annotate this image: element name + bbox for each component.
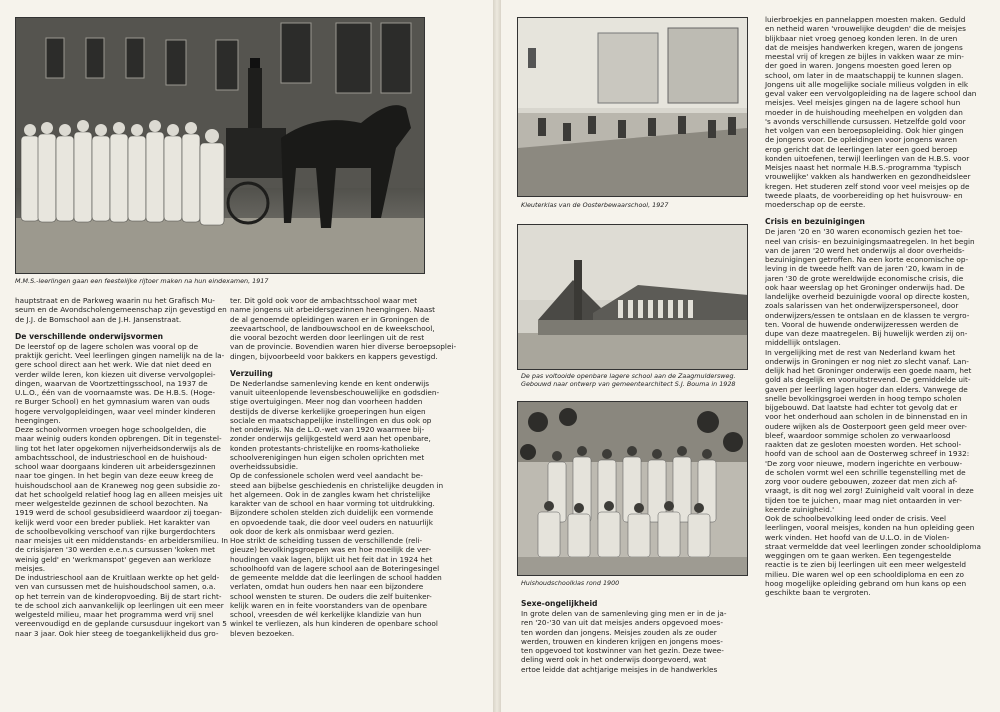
text-line: voor het onderhoud aan scholen in de binnenstad en in bbox=[765, 412, 968, 422]
text-line: naar meisjes uit een middenstands- en arbeidersmilieu. In bbox=[15, 536, 229, 545]
text-line: Op de confessionele scholen werd veel aandacht be- bbox=[230, 471, 423, 481]
text-line: weggingen om te gaan werken. Een tegengestelde bbox=[765, 551, 952, 560]
photo-caption: De pas voltooide openbare lagere school aan de Zaagmuldersweg. bbox=[521, 372, 736, 380]
text-line: der goed in waren. Jongens moesten goed leren op bbox=[765, 61, 952, 71]
text-line: verlaten, omdat hun ouders hen naar een bijzondere bbox=[230, 582, 424, 592]
text-line: delijk had het Groninger onderwijs een goede naam, het bbox=[765, 366, 972, 375]
photo-carriage-students bbox=[15, 17, 425, 274]
text-line: hauptstraat en de Parkweg waarin nu het Grafisch Mu- bbox=[15, 296, 215, 305]
right-page bbox=[501, 0, 1000, 712]
text-line: de schoolbevolking verschoof van rijke burgerdochters bbox=[15, 526, 216, 536]
text-line: ertoe leidde dat achtjarige meisjes in de handwerkles bbox=[521, 664, 718, 674]
text-line: konden protestants-christelijke en rooms-katholieke bbox=[230, 443, 420, 453]
text-line: dupe van deze maatregelen. Bij huwelijk werden zij on- bbox=[765, 329, 968, 338]
text-line: de al genoemde opleidingen waren er in Groningen de bbox=[230, 314, 430, 324]
text-line: konden uitoefenen, terwijl leerlingen van de H.B.S. voor bbox=[765, 153, 970, 163]
text-line: jaren '30 de grote wereldwijde economische crisis, die bbox=[765, 273, 964, 283]
text-column-2 bbox=[230, 296, 457, 638]
text-line: hoofd van de school aan de Oosterweg schreef in 1932: bbox=[765, 449, 970, 459]
text-line: en netheid waren 'vrouwelijke deugden' die de meisjes bbox=[765, 24, 966, 34]
text-line: erop gericht dat de leerlingen later een goed beroep bbox=[765, 144, 958, 154]
text-column-1 bbox=[15, 296, 229, 638]
text-line: zonder onderwijs gelijkgesteld werd aan het openbare, bbox=[230, 434, 431, 444]
text-line: onderwijzers/essen te ontslaan en de klassen te vergro- bbox=[765, 310, 970, 320]
text-line: de scholen vormt wel een schrille tegenstelling met de bbox=[765, 467, 966, 477]
text-line: werden, trouwen en kinderen krijgen en jongens moes- bbox=[521, 636, 723, 646]
page-gutter bbox=[493, 0, 501, 712]
text-line: keerde zuinigheid.' bbox=[765, 504, 835, 514]
text-line: school wensten te sturen. De ouders die zelf buitenker- bbox=[230, 591, 432, 601]
text-line: huishoudschool aan de Kraneweg nog geen subsidie zo- bbox=[15, 480, 221, 490]
text-line: ook haar weerslag op het Groninger onderwijs had. De bbox=[765, 282, 965, 292]
text-line: snelle bevolkingsgroei werden in hoog tempo scholen bbox=[765, 393, 962, 403]
photo-school-building bbox=[517, 224, 748, 370]
text-line: ren '20-'30 van uit dat meisjes anders opgevoed moes- bbox=[521, 618, 723, 628]
text-line: Meisjes naast het normale H.B.S.-programma 'typisch bbox=[765, 163, 962, 172]
text-line: welgesteld milieu, maar het programma werd vrij snel bbox=[15, 610, 214, 619]
photo-kindergarten-class bbox=[517, 17, 748, 197]
text-line: tweede plaats, de voorbereiding op het huisvrouw- en bbox=[765, 190, 963, 200]
section-heading: Sexe-ongelijkheid bbox=[521, 599, 598, 608]
text-line: De leerstof op de lagere scholen was vooral op de bbox=[15, 341, 199, 351]
text-line: bezuinigingen getroffen. Na een korte economische op- bbox=[765, 255, 969, 264]
text-line: te de school zich aanvankelijk op leerlingen uit een meer bbox=[15, 600, 224, 610]
text-line: het volgen van een beroepsopleiding. Ook hier gingen bbox=[765, 126, 964, 135]
text-line: ter. Dit gold ook voor de ambachtsschool waar met bbox=[230, 296, 418, 305]
text-line: straat vermeldde dat veel leerlingen zonder schooldiploma bbox=[765, 541, 981, 551]
text-line: houdingen vaak lagen, blijkt uit het feit dat in 1924 het bbox=[230, 554, 433, 564]
text-line: school, vreesden de wél kerkelijke klandizie van hun bbox=[230, 610, 422, 619]
text-line: Deze schoolvormen vroegen hoge schoolgelden, die bbox=[15, 425, 207, 434]
text-line: vanuit uiteenlopende levensbeschouwelijke en godsdien- bbox=[230, 388, 440, 397]
text-line: steed aan bijbelse geschiedenis en christelijke deugden in bbox=[230, 480, 444, 490]
text-column-4 bbox=[765, 15, 995, 597]
text-line: vraagt, is dit nog wel zorg! Zuinigheid valt vooral in deze bbox=[765, 486, 974, 496]
text-line: De Nederlandse samenleving kende en kent onderwijs bbox=[230, 378, 430, 388]
text-line: leerlingen, vooral meisjes, konden na hun opleiding geen bbox=[765, 523, 975, 533]
text-line: dat de meisjes handwerken kregen, waren de jongens bbox=[765, 42, 963, 52]
text-line: dat het schoolgeld relatief hoog lag en alleen meisjes uit bbox=[15, 489, 223, 499]
text-line: kelijk werd voor een breder publiek. Het karakter van bbox=[15, 517, 211, 527]
text-line: deling werd ook in het onderwijs doorgevoerd, wat bbox=[521, 655, 707, 665]
text-line: vrouwelijke' vakken als handwerken en gezondheidsleer bbox=[765, 172, 971, 182]
text-line: De industrieschool aan de Kruitlaan werkte op het geld- bbox=[15, 573, 220, 582]
left-page bbox=[0, 0, 493, 712]
text-line: ook door de kerk als onmisbaar werd gezien. bbox=[230, 526, 395, 536]
text-line: sociale en maatschappelijke instellingen en dus ook op bbox=[230, 415, 432, 425]
text-line: middellijk ontslagen. bbox=[765, 338, 841, 348]
text-line: vereenvoudigd en de geplande cursusduur ingekort van 5 bbox=[15, 619, 227, 629]
text-line: raakten dat ze gesloten moesten worden. Het school- bbox=[765, 440, 962, 449]
text-line: Hoe strikt de scheiding tussen de verschillende (reli- bbox=[230, 536, 423, 545]
text-line: zeevaartschool, de landbouwschool en de kweekschool, bbox=[230, 323, 435, 333]
section-heading: De verschillende onderwijsvormen bbox=[15, 331, 164, 341]
text-line: gieuze) bevolkingsgroepen was en hoe moeilijk de ver- bbox=[230, 545, 432, 555]
text-line: ling tot het later opgekomen nijverheidsonderwijs als de bbox=[15, 443, 221, 453]
text-line: destijds de diverse kerkelijke groeperingen hun eigen bbox=[230, 406, 426, 416]
text-line: de J.J. de Bomschool aan de J.H. Jansenstraat. bbox=[15, 314, 182, 324]
text-line: school waar doorgaans kinderen uit arbeidersgezinnen bbox=[15, 462, 216, 471]
text-line: op het terrein van de kinderopvoeding. Bij de start richt- bbox=[15, 591, 222, 601]
text-line: die vooral bezocht werden door leerlingen uit de rest bbox=[230, 333, 425, 342]
text-line: In grote delen van de samenleving ging men er in de ja- bbox=[521, 609, 727, 618]
text-line: reactie is te zien bij leerlingen uit een meer welgesteld bbox=[765, 560, 966, 570]
text-line: bijgebouwd. Dat laatste had echter tot gevolg dat er bbox=[765, 403, 958, 412]
text-line: meestal vrij of kregen ze bijles in vakken waar ze min- bbox=[765, 52, 964, 61]
text-line: 'De zorg voor nieuwe, modern ingerichte en verbouw- bbox=[765, 458, 963, 468]
text-line: het onderwijs. Na de L.O.-wet van 1920 waarmee bij- bbox=[230, 425, 425, 434]
text-line: luierbroekjes en pannelappen moesten maken. Geduld bbox=[765, 15, 966, 24]
text-line: het algemeen. Ook in de zangles kwam het christelijke bbox=[230, 489, 431, 499]
text-line: de gemeente meldde dat die leerlingen de school hadden bbox=[230, 573, 442, 582]
section-heading: Crisis en bezuinigingen bbox=[765, 217, 865, 227]
text-line: neel van crisis- en bezuinigingsmaatregelen. In het begin bbox=[765, 236, 975, 246]
text-line: praktijk gericht. Veel leerlingen gingen namelijk na de la- bbox=[15, 351, 225, 360]
photo-caption: Huishoudschoolklas rond 1900 bbox=[521, 579, 620, 587]
text-line: ten. Vooral de huwende onderwijzeressen werden de bbox=[765, 319, 959, 329]
text-line: dingen, bijvoorbeeld voor bakkers en kappers gevestigd. bbox=[230, 351, 438, 361]
text-line: hoog mogelijke opleiding gebrand om hun kans op een bbox=[765, 578, 967, 588]
text-line: onderwijs in Groningen er nog niet zo slecht vanaf. Lan- bbox=[765, 356, 969, 366]
text-line: ambachtsschool, de industrieschool en de huishoud- bbox=[15, 452, 208, 462]
text-line: kelijk waren en in feite voorstanders van de openbare bbox=[230, 600, 428, 610]
text-line: kregen. Het studeren zelf stond voor veel meisjes op de bbox=[765, 181, 970, 191]
text-line: moederschap op de eerste. bbox=[765, 200, 866, 209]
text-column-3 bbox=[521, 599, 751, 674]
text-line: geschikte baan te vergroten. bbox=[765, 588, 871, 597]
text-line: van de provincie. Bovendien waren hier diverse beroepsoplei- bbox=[230, 342, 457, 352]
text-line: meer welgestelde gezinnen de school bezochten. Na bbox=[15, 499, 209, 508]
text-line: Bijzondere scholen stelden zich duidelijk een vormende bbox=[230, 508, 434, 518]
text-line: naar 3 jaar. Ook hier steeg de toegankelijkheid dus gro- bbox=[15, 628, 219, 638]
text-line: In vergelijking met de rest van Nederland kwam het bbox=[765, 347, 956, 357]
text-line: maar weinig ouders konden opbrengen. Dit in tegenstel- bbox=[15, 434, 222, 444]
text-line: ten opgevoed tot kostwinner van het gezin. Deze twee- bbox=[521, 646, 724, 655]
text-line: De jaren '20 en '30 waren economisch gezien het toe- bbox=[765, 227, 963, 237]
text-line: leving in de tweede helft van de jaren '20, kwam in de bbox=[765, 264, 964, 274]
text-line: heengingen. bbox=[15, 415, 61, 425]
text-line: landelijke overheid bezuinigde vooral op directe kosten, bbox=[765, 292, 970, 301]
text-line: meisjes. Veel meisjes gingen na de lagere school hun bbox=[765, 98, 961, 108]
text-line: bleef, waardoor sommige scholen zo verwaarloosd bbox=[765, 430, 951, 440]
text-line: gere school direct aan het werk. Wie dat niet deed en bbox=[15, 360, 212, 370]
text-line: 1919 werd de school gesubsidieerd waardoor zij toegan- bbox=[15, 508, 222, 518]
text-line: karakter van de school en haar vorming tot uitdrukking. bbox=[230, 499, 435, 508]
text-line: milieu. Die waren wel op een schooldiploma en een zo bbox=[765, 569, 964, 579]
text-line: Ook de schoolbevolking leed onder de crisis. Veel bbox=[765, 514, 947, 523]
text-line: ten worden dan jongens. Meisjes zouden als ze ouder bbox=[521, 627, 717, 637]
text-line: stige overtuigingen. Meer nog dan voorheen hadden bbox=[230, 397, 423, 407]
text-line: ven van cursussen met de huishoudschool samen, o.a. bbox=[15, 582, 216, 592]
text-line: meisjes. bbox=[15, 563, 46, 573]
text-line: school, om later in de maatschappij te kunnen slagen. bbox=[765, 70, 964, 80]
text-line: van de jaren '20 werd het onderwijs al door overheids- bbox=[765, 245, 965, 255]
text-line: re Burger School) en het gymnasium waren van ouds bbox=[15, 397, 210, 407]
text-line: de crisisjaren '30 werden e.e.n.s cursussen 'koken met bbox=[15, 545, 215, 555]
section-heading: Verzuiling bbox=[230, 368, 273, 378]
text-line: blijkbaar niet vroeg genoeg konden leren. In de uren bbox=[765, 33, 958, 43]
text-line: Jongens uit alle mogelijke sociale milieus volgden in elk bbox=[765, 79, 969, 89]
text-line: zorg voor oudere gebouwen, zozeer dat men zich af- bbox=[765, 477, 958, 486]
text-line: hogere vervolgopleidingen, waar veel minder kinderen bbox=[15, 406, 216, 416]
photo-housekeeping-class bbox=[517, 401, 748, 576]
text-line: de jongens voor. De opleidingen voor jongens waren bbox=[765, 135, 957, 145]
text-line: seum en de Avondscholengemeenschap zijn gevestigd en bbox=[15, 305, 227, 315]
text-line: overheidssubsidie. bbox=[230, 462, 299, 471]
text-line: bleven bezoeken. bbox=[230, 628, 295, 638]
text-line: en opvoedende taak, die door veel ouders en natuurlijk bbox=[230, 517, 433, 527]
text-line: werk vinden. Het hoofd van de U.L.O. in de Violen- bbox=[765, 532, 950, 542]
text-line: name jongens uit arbeidersgezinnen heengingen. Naast bbox=[230, 305, 435, 315]
text-line: 's avonds verschillende cursussen. Hetzelfde gold voor bbox=[765, 116, 966, 126]
text-line: naar toe gingen. In het begin van deze eeuw kreeg de bbox=[15, 471, 214, 481]
text-line: dingen, waarvan de Voortzettingsschool, na 1937 de bbox=[15, 378, 208, 388]
text-line: geval vaker een vervolgopleiding na de lagere school dan bbox=[765, 89, 977, 98]
text-line: weinig geld' en 'werkmanspot' gegeven aan werkloze bbox=[15, 554, 211, 564]
text-line: gaven per leerling lagen hoger dan elders. Vanwege de bbox=[765, 384, 968, 394]
text-line: schoolhoofd van de lagere school aan de Boteringesingel bbox=[230, 563, 440, 573]
text-line: schoolverenigingen hun eigen scholen oprichten met bbox=[230, 452, 425, 462]
text-line: zoals salarissen van het onderwijzerspersoneel, door bbox=[765, 301, 959, 311]
text-line: U.L.O., één van de voornaamste was. De H.B.S. (Hoge- bbox=[15, 388, 215, 397]
text-line: tijden toe te juichen, maar mag niet ontaarden in ver- bbox=[765, 495, 962, 505]
text-line: verder wilde leren, kon kiezen uit diverse vervolgoplei- bbox=[15, 369, 216, 379]
text-line: moeder in de huishouding meehelpen en volgden dan bbox=[765, 107, 963, 117]
text-line: winkel te verliezen, als hun kinderen de openbare school bbox=[230, 619, 438, 629]
photo-caption: Gebouwd naar ontwerp van gemeentearchitect S.J. Bouma in 1928 bbox=[521, 380, 736, 388]
text-line: gold als degelijk en vooruitstrevend. De gemiddelde uit- bbox=[765, 375, 971, 385]
photo-caption: Kleuterklas van de Oosterbewaarschool, 1927 bbox=[521, 201, 669, 209]
text-line: oudere wijken als de Oosterpoort geen geld meer over- bbox=[765, 421, 967, 431]
photo-caption: M.M.S.-leerlingen gaan een feestelijke rijtoer maken na hun eindexamen, 1917 bbox=[15, 277, 269, 285]
